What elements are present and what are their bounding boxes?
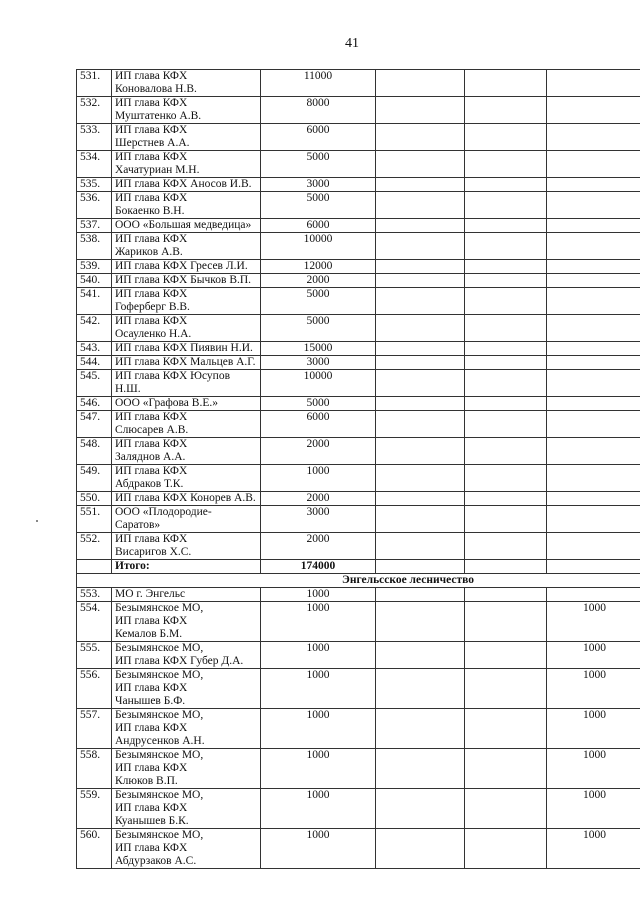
name-line: ИП глава КФХ Пиявин Н.И.	[115, 342, 253, 354]
recipient-name	[112, 533, 261, 560]
name-line: ИП глава КФХ Аносов И.В.	[115, 178, 252, 190]
volume-value: 6000	[261, 124, 376, 151]
column-6-value	[547, 151, 640, 178]
total-row	[77, 560, 640, 574]
empty-cell	[465, 588, 547, 602]
column-6-value	[547, 97, 640, 124]
column-6-value	[547, 370, 640, 397]
empty-cell	[465, 829, 547, 869]
empty-cell	[465, 219, 547, 233]
table-row	[77, 192, 640, 219]
volume-value: 1000	[261, 829, 376, 869]
volume-value: 1000	[261, 602, 376, 642]
name-line: Шерстнев А.А.	[115, 137, 190, 149]
name-line: ИП глава КФХ	[115, 97, 188, 109]
row-number: 560.	[77, 829, 112, 869]
column-6-value: 1000	[547, 829, 640, 869]
column-6-value	[547, 124, 640, 151]
name-line: Бокаенко В.Н.	[115, 205, 185, 217]
empty-cell	[465, 492, 547, 506]
empty-cell	[376, 829, 465, 869]
recipient-name	[112, 411, 261, 438]
name-line: ИП глава КФХ Бычков В.П.	[115, 274, 252, 286]
empty-cell	[465, 789, 547, 829]
empty-cell	[547, 560, 640, 574]
name-line: ИП глава КФХ	[115, 233, 188, 245]
empty-cell	[465, 438, 547, 465]
column-6-value: 1000	[547, 602, 640, 642]
row-number: 535.	[77, 178, 112, 192]
name-line: ИП глава КФХ Губер Д.А.	[115, 655, 244, 667]
empty-cell	[376, 70, 465, 97]
volume-value: 5000	[261, 151, 376, 178]
recipient-name	[112, 97, 261, 124]
column-6-value	[547, 397, 640, 411]
empty-cell	[465, 560, 547, 574]
table-row	[77, 669, 640, 709]
recipient-name	[112, 465, 261, 492]
name-line: ИП глава КФХ	[115, 288, 188, 300]
empty-cell	[376, 219, 465, 233]
empty-cell	[465, 533, 547, 560]
scan-artifact	[36, 520, 38, 522]
recipient-name	[112, 192, 261, 219]
empty-cell	[376, 560, 465, 574]
row-number: 533.	[77, 124, 112, 151]
row-number: 550.	[77, 492, 112, 506]
table-row	[77, 370, 640, 397]
row-number: 532.	[77, 97, 112, 124]
name-line: ИП глава КФХ	[115, 192, 188, 204]
empty-cell	[465, 233, 547, 260]
row-number: 554.	[77, 602, 112, 642]
volume-value: 3000	[261, 178, 376, 192]
empty-cell	[376, 602, 465, 642]
table-row	[77, 342, 640, 356]
empty-cell	[465, 178, 547, 192]
name-line: Осауленко Н.А.	[115, 328, 192, 340]
empty-cell	[465, 356, 547, 370]
name-line: Абдраков Т.К.	[115, 478, 184, 490]
section-title: Энгельсское лесничество	[77, 574, 640, 588]
column-6-value	[547, 465, 640, 492]
name-line: ИП глава КФХ	[115, 762, 188, 774]
empty-cell	[376, 151, 465, 178]
table-row	[77, 533, 640, 560]
volume-value: 6000	[261, 411, 376, 438]
column-6-value	[547, 288, 640, 315]
column-6-value: 1000	[547, 789, 640, 829]
table-row	[77, 492, 640, 506]
column-6-value	[547, 219, 640, 233]
volume-value: 5000	[261, 288, 376, 315]
column-6-value	[547, 533, 640, 560]
recipient-name	[112, 492, 261, 506]
empty-cell	[376, 506, 465, 533]
name-line: ИП глава КФХ	[115, 682, 188, 694]
column-6-value	[547, 315, 640, 342]
empty-cell	[376, 789, 465, 829]
empty-cell	[376, 438, 465, 465]
recipient-name	[112, 356, 261, 370]
empty-cell	[465, 749, 547, 789]
row-number: 543.	[77, 342, 112, 356]
empty-cell	[376, 370, 465, 397]
column-6-value	[547, 356, 640, 370]
name-line: ООО «Плодородие-	[115, 506, 212, 518]
name-line: Чанышев Б.Ф.	[115, 695, 186, 707]
volume-value: 5000	[261, 397, 376, 411]
name-line: ИП глава КФХ	[115, 70, 188, 82]
empty-cell	[465, 70, 547, 97]
table-row	[77, 602, 640, 642]
recipient-name	[112, 829, 261, 869]
recipient-name	[112, 178, 261, 192]
section-header-row	[77, 574, 640, 588]
name-line: Андрусенков А.Н.	[115, 735, 205, 747]
row-number: 551.	[77, 506, 112, 533]
name-line: ИП глава КФХ	[115, 615, 188, 627]
volume-value: 15000	[261, 342, 376, 356]
column-6-value	[547, 342, 640, 356]
name-line: ИП глава КФХ	[115, 411, 188, 423]
column-6-value	[547, 178, 640, 192]
row-number: 553.	[77, 588, 112, 602]
name-line: Абдурзаков А.С.	[115, 855, 197, 867]
empty-cell	[376, 233, 465, 260]
name-line: ИП глава КФХ	[115, 533, 188, 545]
total-value: 174000	[261, 560, 376, 574]
empty-cell	[465, 411, 547, 438]
empty-cell	[376, 97, 465, 124]
name-line: ИП глава КФХ Мальцев А.Г.	[115, 356, 256, 368]
empty-cell	[376, 588, 465, 602]
column-6-value	[547, 260, 640, 274]
name-line: Куанышев Б.К.	[115, 815, 189, 827]
row-number: 542.	[77, 315, 112, 342]
table-row	[77, 397, 640, 411]
name-line: ИП глава КФХ	[115, 438, 188, 450]
recipient-name	[112, 438, 261, 465]
recipient-name	[112, 602, 261, 642]
name-line: Висаригов Х.С.	[115, 546, 192, 558]
empty-cell	[465, 342, 547, 356]
name-line: Гоферберг В.В.	[115, 301, 190, 313]
name-line: ИП глава КФХ	[115, 315, 188, 327]
volume-value: 10000	[261, 233, 376, 260]
name-line: Саратов»	[115, 519, 161, 531]
table-row	[77, 642, 640, 669]
empty-cell	[376, 356, 465, 370]
name-line: МО г. Энгельс	[115, 588, 186, 600]
row-number: 537.	[77, 219, 112, 233]
recipient-name	[112, 789, 261, 829]
table-row	[77, 274, 640, 288]
column-6-value	[547, 192, 640, 219]
name-line: ИП глава КФХ	[115, 151, 188, 163]
name-line: Жариков А.В.	[115, 246, 183, 258]
empty-cell	[465, 642, 547, 669]
empty-cell	[376, 533, 465, 560]
empty-cell	[465, 506, 547, 533]
name-line: Безымянское МО,	[115, 709, 204, 721]
volume-value: 2000	[261, 438, 376, 465]
volume-value: 8000	[261, 97, 376, 124]
row-number: 545.	[77, 370, 112, 397]
name-line: Коноваловa Н.В.	[115, 83, 197, 95]
empty-cell	[465, 288, 547, 315]
empty-cell	[465, 370, 547, 397]
row-number: 548.	[77, 438, 112, 465]
column-6-value: 1000	[547, 709, 640, 749]
table-row	[77, 288, 640, 315]
row-number: 558.	[77, 749, 112, 789]
column-6-value: 1000	[547, 669, 640, 709]
volume-value: 1000	[261, 588, 376, 602]
recipient-name	[112, 288, 261, 315]
name-line: Безымянское МО,	[115, 669, 204, 681]
volume-value: 1000	[261, 709, 376, 749]
column-6-value: 1000	[547, 749, 640, 789]
table-row	[77, 588, 640, 602]
table-row	[77, 70, 640, 97]
row-number	[77, 560, 112, 574]
total-label: Итого:	[112, 560, 261, 574]
volume-value: 1000	[261, 465, 376, 492]
table-row	[77, 749, 640, 789]
row-number: 547.	[77, 411, 112, 438]
row-number: 555.	[77, 642, 112, 669]
name-line: Кемалов Б.М.	[115, 628, 183, 640]
recipient-name	[112, 709, 261, 749]
volume-value: 11000	[261, 70, 376, 97]
row-number: 541.	[77, 288, 112, 315]
recipient-name	[112, 506, 261, 533]
name-line: Безымянское МО,	[115, 642, 204, 654]
name-line: Безымянское МО,	[115, 789, 204, 801]
empty-cell	[376, 124, 465, 151]
volume-value: 6000	[261, 219, 376, 233]
empty-cell	[376, 315, 465, 342]
volume-value: 1000	[261, 642, 376, 669]
empty-cell	[465, 397, 547, 411]
page-number: 41	[345, 36, 359, 51]
table-row	[77, 260, 640, 274]
column-6-value	[547, 70, 640, 97]
table-row	[77, 506, 640, 533]
name-line: Заляднов А.А.	[115, 451, 186, 463]
row-number: 531.	[77, 70, 112, 97]
table-row	[77, 465, 640, 492]
recipient-name	[112, 274, 261, 288]
row-number: 559.	[77, 789, 112, 829]
empty-cell	[376, 465, 465, 492]
volume-value: 5000	[261, 315, 376, 342]
recipient-name	[112, 124, 261, 151]
empty-cell	[376, 178, 465, 192]
column-6-value: 1000	[547, 642, 640, 669]
empty-cell	[465, 315, 547, 342]
recipient-name	[112, 342, 261, 356]
name-line: Безымянское МО,	[115, 602, 204, 614]
empty-cell	[465, 465, 547, 492]
volume-value: 2000	[261, 492, 376, 506]
empty-cell	[465, 274, 547, 288]
empty-cell	[376, 709, 465, 749]
empty-cell	[376, 642, 465, 669]
empty-cell	[465, 260, 547, 274]
volume-value: 3000	[261, 356, 376, 370]
name-line: Муштатенко А.В.	[115, 110, 202, 122]
column-6-value	[547, 411, 640, 438]
name-line: Хачатуриан М.Н.	[115, 164, 200, 176]
name-line: ИП глава КФХ	[115, 124, 188, 136]
volume-value: 2000	[261, 274, 376, 288]
row-number: 544.	[77, 356, 112, 370]
name-line: ИП глава КФХ	[115, 465, 188, 477]
empty-cell	[465, 124, 547, 151]
volume-value: 1000	[261, 789, 376, 829]
column-6-value	[547, 438, 640, 465]
volume-value: 2000	[261, 533, 376, 560]
empty-cell	[465, 709, 547, 749]
recipient-name	[112, 397, 261, 411]
empty-cell	[465, 602, 547, 642]
recipient-name	[112, 151, 261, 178]
name-line: Безымянское МО,	[115, 749, 204, 761]
name-line: Безымянское МО,	[115, 829, 204, 841]
volume-value: 1000	[261, 749, 376, 789]
table-row	[77, 829, 640, 869]
volume-value: 10000	[261, 370, 376, 397]
empty-cell	[376, 411, 465, 438]
column-6-value	[547, 492, 640, 506]
empty-cell	[376, 274, 465, 288]
table-row	[77, 438, 640, 465]
row-number: 552.	[77, 533, 112, 560]
row-number: 534.	[77, 151, 112, 178]
recipient-name	[112, 588, 261, 602]
name-line: Слюсарев А.В.	[115, 424, 189, 436]
column-6-value	[547, 233, 640, 260]
row-number: 556.	[77, 669, 112, 709]
row-number: 536.	[77, 192, 112, 219]
recipient-name	[112, 749, 261, 789]
recipient-name	[112, 233, 261, 260]
recipient-name	[112, 70, 261, 97]
name-line: Клюков В.П.	[115, 775, 178, 787]
row-number: 540.	[77, 274, 112, 288]
allocation-table	[76, 69, 640, 869]
name-line: ООО «Графова В.Е.»	[115, 397, 218, 409]
column-6-value	[547, 506, 640, 533]
name-line: ИП глава КФХ Юсупов Н.Ш.	[115, 370, 231, 395]
row-number: 546.	[77, 397, 112, 411]
row-number: 549.	[77, 465, 112, 492]
table-row	[77, 178, 640, 192]
table-row	[77, 709, 640, 749]
empty-cell	[376, 492, 465, 506]
column-6-value	[547, 588, 640, 602]
empty-cell	[465, 192, 547, 219]
table-row	[77, 315, 640, 342]
empty-cell	[376, 288, 465, 315]
table-row	[77, 789, 640, 829]
volume-value: 1000	[261, 669, 376, 709]
table-row	[77, 97, 640, 124]
column-6-value	[547, 274, 640, 288]
table-row	[77, 151, 640, 178]
table-row	[77, 124, 640, 151]
volume-value: 12000	[261, 260, 376, 274]
empty-cell	[465, 151, 547, 178]
recipient-name	[112, 219, 261, 233]
recipient-name	[112, 642, 261, 669]
empty-cell	[465, 97, 547, 124]
table-row	[77, 233, 640, 260]
empty-cell	[376, 669, 465, 709]
name-line: ИП глава КФХ	[115, 722, 188, 734]
name-line: ИП глава КФХ Конорев А.В.	[115, 492, 256, 504]
empty-cell	[376, 192, 465, 219]
empty-cell	[376, 749, 465, 789]
table-row	[77, 411, 640, 438]
empty-cell	[376, 342, 465, 356]
name-line: ИП глава КФХ	[115, 842, 188, 854]
table-row	[77, 219, 640, 233]
empty-cell	[465, 669, 547, 709]
recipient-name	[112, 315, 261, 342]
empty-cell	[376, 260, 465, 274]
row-number: 557.	[77, 709, 112, 749]
recipient-name	[112, 370, 261, 397]
row-number: 539.	[77, 260, 112, 274]
name-line: ИП глава КФХ	[115, 802, 188, 814]
table-row	[77, 356, 640, 370]
row-number: 538.	[77, 233, 112, 260]
volume-value: 5000	[261, 192, 376, 219]
name-line: ООО «Большая медведица»	[115, 219, 252, 231]
recipient-name	[112, 669, 261, 709]
empty-cell	[376, 397, 465, 411]
volume-value: 3000	[261, 506, 376, 533]
name-line: ИП глава КФХ Гресев Л.И.	[115, 260, 248, 272]
recipient-name	[112, 260, 261, 274]
